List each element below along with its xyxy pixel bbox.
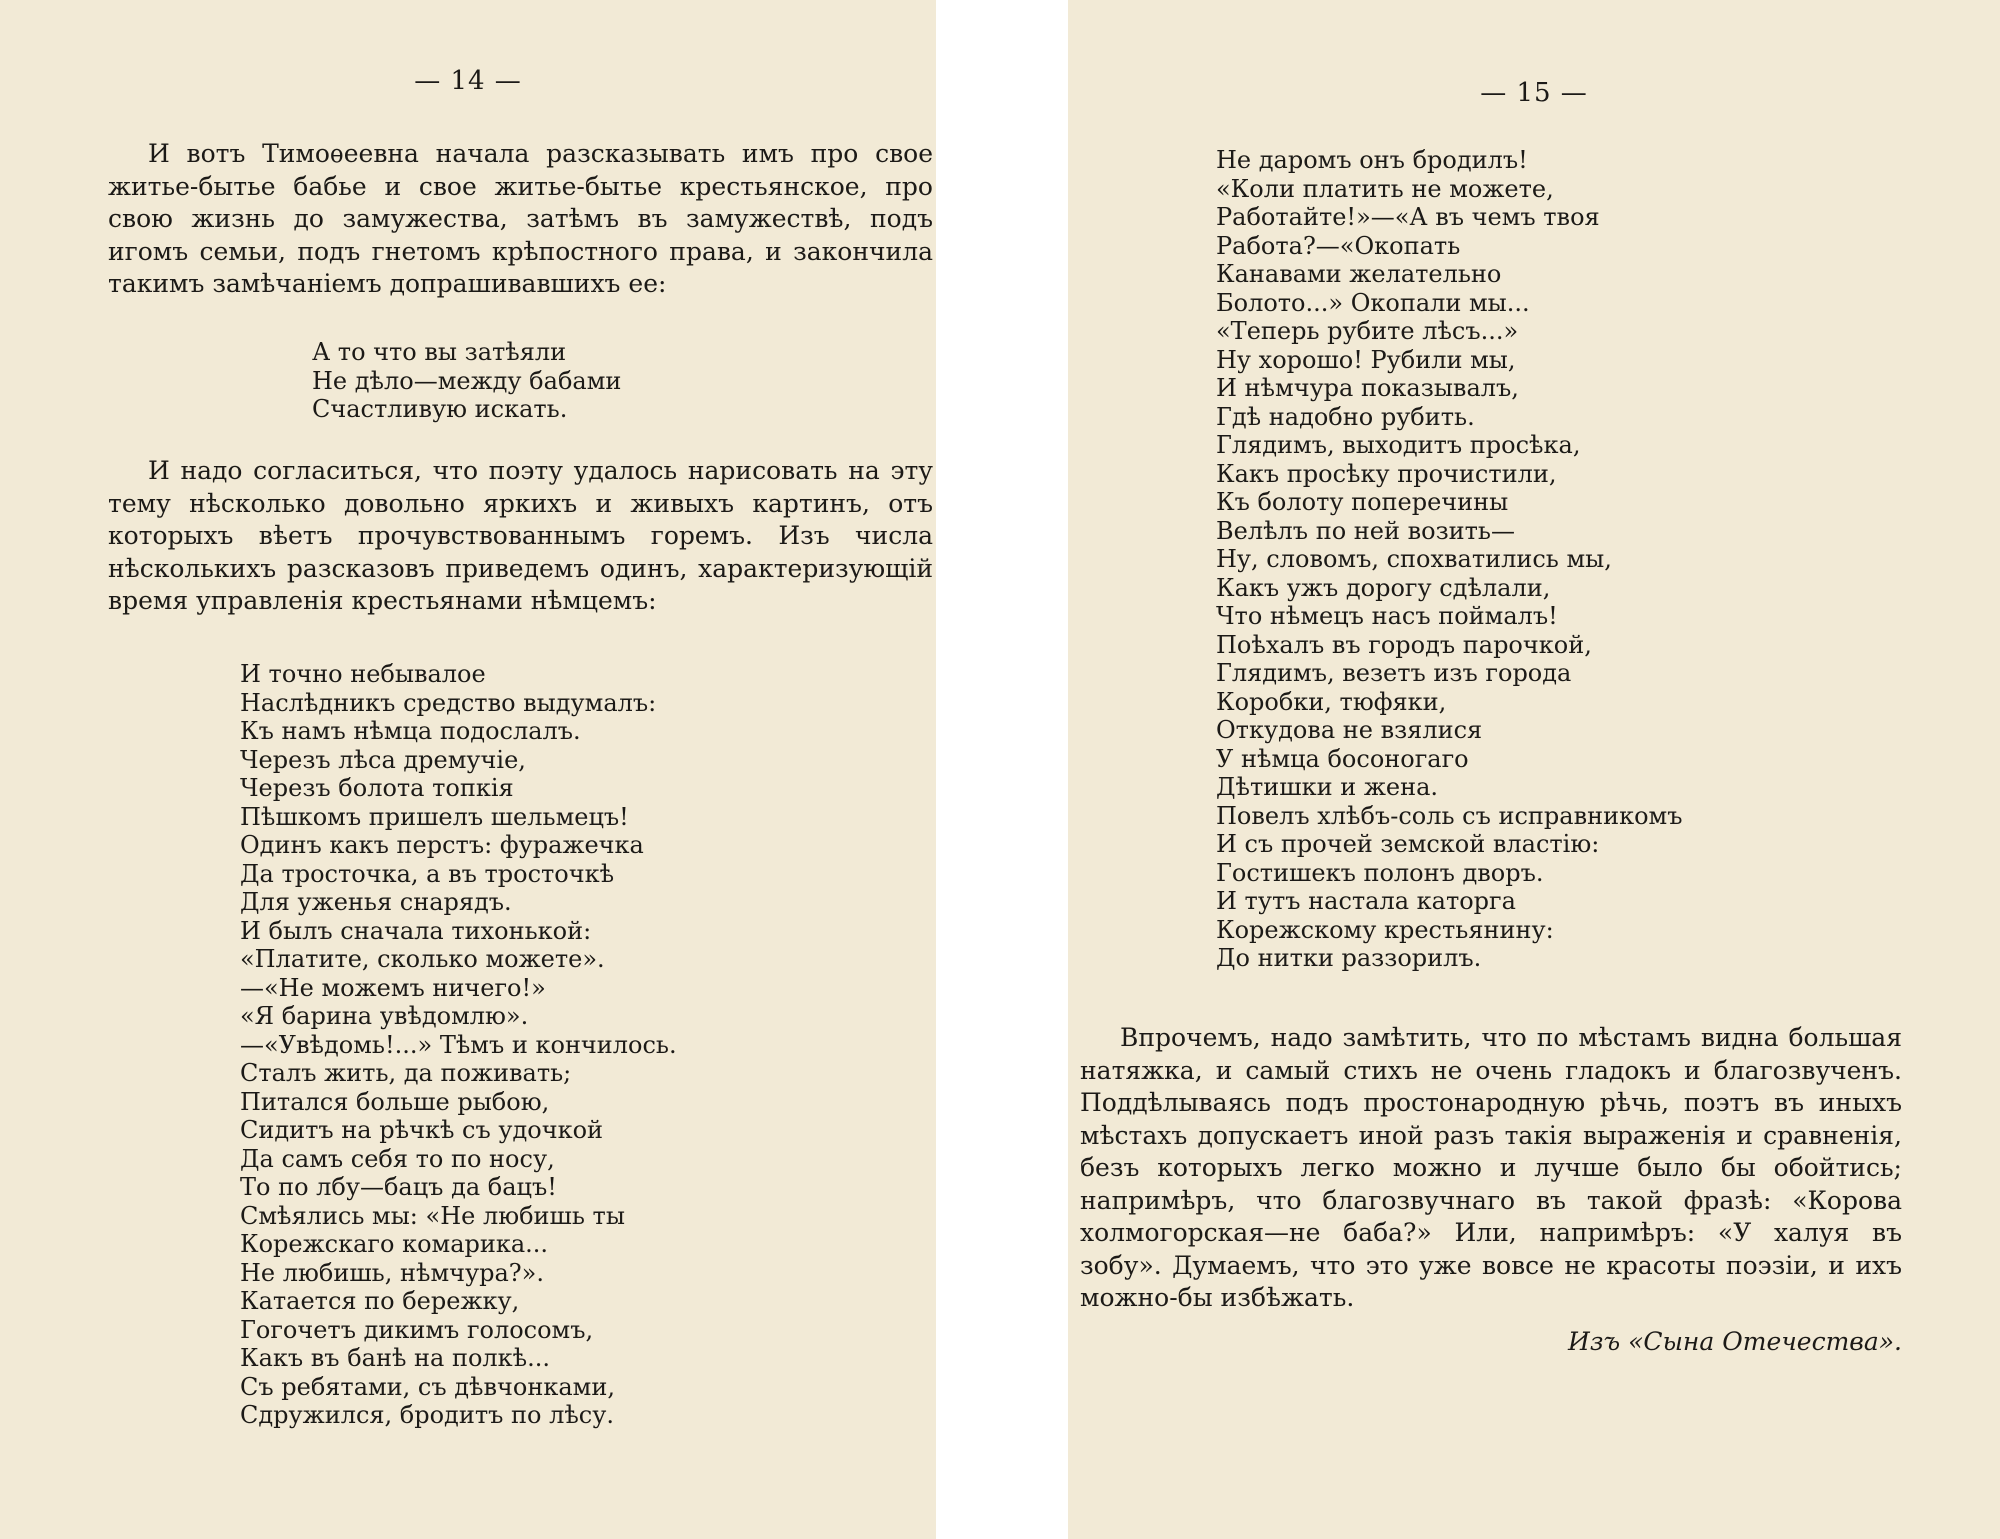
- verse-line: Черезъ болота топкія: [240, 774, 514, 802]
- verse-line: Какъ въ банѣ на полкѣ...: [240, 1344, 551, 1372]
- verse-line: Велѣлъ по ней возить—: [1216, 516, 1515, 545]
- verse-line: Къ намъ нѣмца подослалъ.: [240, 717, 581, 745]
- verse-line: Откудова не взялися: [1216, 716, 1483, 744]
- verse-line: Повелъ хлѣбъ-соль съ исправникомъ: [1216, 801, 1683, 830]
- verse-line: Канавами желательно: [1216, 260, 1502, 288]
- verse-line: Корежскаго комарика...: [240, 1230, 549, 1258]
- verse-line: Катается по бережку,: [240, 1287, 520, 1315]
- left-paragraph-1-block: [108, 138, 933, 301]
- verse-line: И былъ сначала тихонькой:: [240, 916, 592, 945]
- verse-line: Сдружился, бродитъ по лѣсу.: [240, 1401, 614, 1429]
- verse-line: Гостишекъ полонъ дворъ.: [1216, 858, 1544, 887]
- verse-line: Гогочетъ дикимъ голосомъ,: [240, 1315, 594, 1344]
- verse-line: И нѣмчура показывалъ,: [1216, 374, 1519, 402]
- verse-line: Да тросточка, а въ тросточкѣ: [240, 859, 615, 888]
- verse-line: У нѣмца босоногаго: [1216, 744, 1469, 773]
- verse-line: То по лбу—бацъ да бацъ!: [240, 1173, 557, 1201]
- left-verse-1: [312, 338, 621, 424]
- verse-line: Смѣялись мы: «Не любишь ты: [240, 1201, 625, 1230]
- verse-line: Болото...» Окопали мы...: [1216, 288, 1530, 317]
- verse-line: Да самъ себя то по носу,: [240, 1144, 555, 1173]
- verse-line: Сидитъ на рѣчкѣ съ удочкой: [240, 1116, 604, 1144]
- verse-line: —«Увѣдомь!...» Тѣмъ и кончилось.: [240, 1030, 677, 1059]
- verse-line: Какъ ужъ дорогу сдѣлали,: [1216, 573, 1551, 602]
- verse-line: Счастливую искать.: [312, 395, 568, 423]
- verse-line: Для уженья снарядъ.: [240, 888, 512, 916]
- verse-line: Ну, словомъ, спохватились мы,: [1216, 545, 1612, 573]
- verse-line: Сталъ жить, да поживать;: [240, 1059, 572, 1087]
- left-paragraph-2-block: [108, 455, 933, 618]
- verse-line: И тутъ настала каторга: [1216, 887, 1516, 915]
- verse-line: Наслѣдникъ средство выдумалъ:: [240, 688, 657, 717]
- page-number-left: — 14 —: [414, 66, 522, 96]
- verse-line: «Коли платить не можете,: [1216, 174, 1554, 203]
- right-verse: [1216, 146, 1683, 973]
- verse-line: Питался больше рыбою,: [240, 1087, 550, 1116]
- verse-line: Не дѣло—между бабами: [312, 366, 622, 395]
- verse-line: «Я барина увѣдомлю».: [240, 1002, 529, 1030]
- left-paragraph-1: И вотъ Тимоѳеевна начала разсказывать имъ про свое житье-бытье бабье и свое житье-бытье крестьянское, про свою жизнь до замужества, затѣмъ въ замужествѣ, подъ игомъ семьи, подъ гнетомъ крѣпостного права, и закончила такимъ замѣчаніемъ допрашивавшихъ ее:: [108, 139, 933, 298]
- right-page: [1068, 0, 2000, 1539]
- verse-line: Ну хорошо! Рубили мы,: [1216, 345, 1516, 374]
- verse-line: Не любишь, нѣмчура?».: [240, 1258, 544, 1287]
- left-page: [0, 0, 936, 1539]
- verse-line: Глядимъ, выходитъ просѣка,: [1216, 431, 1581, 459]
- right-paragraph-block: [1080, 1022, 1902, 1315]
- verse-line: Коробки, тюфяки,: [1216, 687, 1447, 716]
- left-paragraph-2: И надо согласиться, что поэту удалось нарисовать на эту тему нѣсколько довольно яркихъ и живыхъ картинъ, отъ которыхъ вѣетъ прочувствованнымъ горемъ. Изъ числа нѣсколькихъ разсказовъ приведемъ одинъ, характеризующій время управленія крестьянами нѣмцемъ:: [108, 456, 933, 615]
- verse-line: Корежскому крестьянину:: [1216, 915, 1554, 944]
- source-name: «Сына Отечества».: [1628, 1327, 1902, 1356]
- left-verse-2: [240, 660, 677, 1430]
- verse-line: Одинъ какъ перстъ: фуражечка: [240, 831, 644, 859]
- verse-line: —«Не можемъ ничего!»: [240, 973, 546, 1002]
- verse-line: Пѣшкомъ пришелъ шельмецъ!: [240, 802, 629, 831]
- verse-line: Работа?—«Окопать: [1216, 231, 1461, 260]
- verse-line: И съ прочей земской властію:: [1216, 830, 1600, 858]
- verse-line: Черезъ лѣса дремучіе,: [240, 745, 526, 774]
- verse-line: И точно небывалое: [240, 660, 486, 688]
- verse-line: Съ ребятами, съ дѣвчонками,: [240, 1372, 615, 1401]
- verse-line: Поѣхалъ въ городъ парочкой,: [1216, 630, 1592, 659]
- verse-line: Какъ просѣку прочистили,: [1216, 459, 1557, 488]
- verse-line: До нитки раззорилъ.: [1216, 944, 1482, 972]
- verse-line: Глядимъ, везетъ изъ города: [1216, 659, 1572, 687]
- verse-line: Къ болоту поперечины: [1216, 488, 1509, 516]
- verse-line: Гдѣ надобно рубить.: [1216, 402, 1475, 431]
- source-prefix: Изъ: [1568, 1327, 1621, 1356]
- verse-line: Дѣтишки и жена.: [1216, 773, 1439, 801]
- verse-line: Не даромъ онъ бродилъ!: [1216, 146, 1528, 174]
- page-number-right: — 15 —: [1480, 78, 1588, 108]
- verse-line: «Теперь рубите лѣсъ...»: [1216, 317, 1519, 345]
- verse-line: «Платите, сколько можете».: [240, 945, 605, 973]
- verse-line: Что нѣмецъ насъ поймалъ!: [1216, 602, 1558, 630]
- source-attribution: [1568, 1326, 1902, 1358]
- right-paragraph: Впрочемъ, надо замѣтить, что по мѣстамъ видна большая натяжка, и самый стихъ не очень гладокъ и благозвученъ. Поддѣлываясь подъ простонародную рѣчь, поэтъ въ иныхъ мѣстахъ допускаетъ иной разъ такія выраженія и сравненія, безъ которыхъ легко можно и лучше было бы обойтись; напримѣръ, что благозвучнаго въ такой фразѣ: «Корова холмогорская—не баба?» Или, напримѣръ: «У халуя въ зобу». Думаемъ, что это уже вовсе не красоты поэзіи, и ихъ можно-бы избѣжать.: [1080, 1023, 1902, 1312]
- verse-line: А то что вы затѣяли: [312, 338, 567, 366]
- verse-line: Работайте!»—«А въ чемъ твоя: [1216, 203, 1600, 231]
